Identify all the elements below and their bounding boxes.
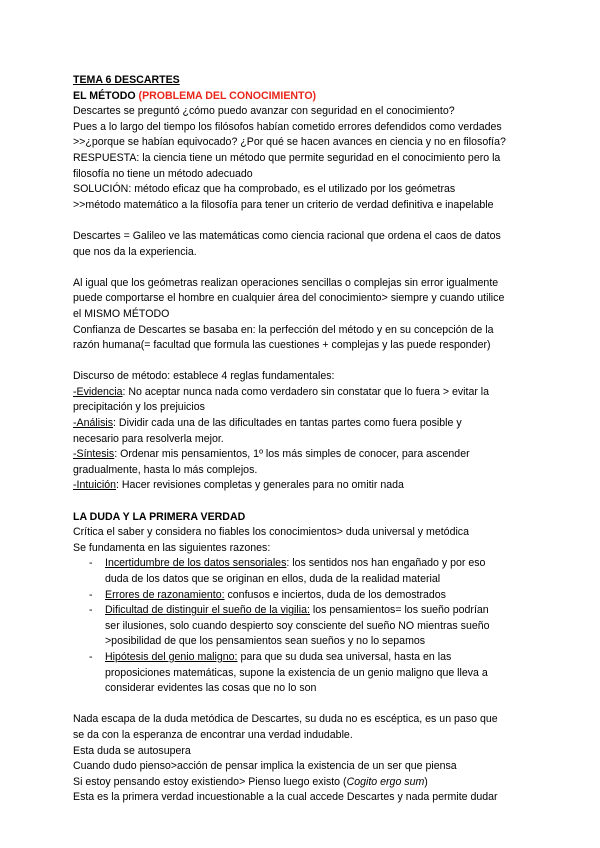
bullet-dash: - bbox=[89, 650, 93, 663]
bullet-label: Errores de razonamiento: bbox=[105, 588, 225, 601]
paragraph-line: RESPUESTA: la ciencia tiene un método que permite seguridad en el conocimiento pero la bbox=[73, 151, 501, 164]
rule-text: : Ordenar mis pensamientos, 1º los más simples de conocer, para ascender bbox=[114, 448, 470, 461]
paragraph-line: Crítica el saber y considera no fiables los conocimientos> duda universal y metódica bbox=[73, 526, 469, 539]
paragraph-line: Se fundamenta en las siguientes razones: bbox=[73, 541, 271, 554]
section-heading-metodo bbox=[73, 89, 533, 105]
rule-text: : No aceptar nunca nada como verdadero sin constatar que lo fuera > evitar la bbox=[122, 385, 490, 398]
paragraph-line: Confianza de Descartes se basaba en: la perfección del método y en su concepción de la bbox=[73, 323, 494, 336]
rule-label: -Síntesis bbox=[73, 448, 115, 461]
bullet-text: para que su duda sea universal, hasta en las bbox=[237, 650, 452, 663]
paragraph-line: >>método matemático a la filosofía para tener un criterio de verdad definitiva e inapelable bbox=[73, 198, 494, 211]
bullet-continuation: proposiciones matemáticas, supone la existencia de un genio maligno que lleva a bbox=[105, 666, 488, 679]
rules-intro: Discurso de método: establece 4 reglas fundamentales: bbox=[73, 370, 335, 383]
cogito-italic: Cogito ergo sum bbox=[346, 775, 425, 788]
paragraph-line: se da con la esperanza de encontrar una verdad indudable. bbox=[73, 728, 353, 741]
spacer bbox=[73, 260, 533, 276]
rule-label: -Análisis bbox=[73, 417, 114, 430]
rule-text: : Dividir cada una de las dificultades en tantas partes como fuera posible y bbox=[113, 417, 462, 430]
bullet-dash: - bbox=[89, 557, 93, 570]
paragraph-line: >>¿porque se habían equivocado? ¿Por qué se hacen avances en ciencia y no en filosofía? bbox=[73, 136, 506, 149]
bullet-continuation: duda de los datos que se originan en ellos, duda de la realidad material bbox=[105, 573, 441, 585]
paragraph-line: SOLUCIÓN: método eficaz que ha comprobado, es el utilizado por los geómetras bbox=[73, 183, 456, 196]
paragraph-line: Descartes = Galileo ve las matemáticas como ciencia racional que ordena el caos de datos bbox=[73, 229, 501, 242]
bullet-item bbox=[73, 556, 533, 572]
paragraph-line: Cuando dudo pienso>acción de pensar implica la existencia de un ser que piensa bbox=[73, 760, 457, 773]
paragraph-line: Al igual que los geómetras realizan operaciones sencillas o complejas sin error igualmente bbox=[73, 276, 499, 289]
cogito-prefix: Si estoy pensando estoy existiendo> Pienso luego existo ( bbox=[73, 775, 347, 788]
rule-continuation: gradualmente, hasta lo más complejos. bbox=[73, 463, 258, 476]
paragraph-line-cogito bbox=[73, 775, 533, 791]
rule-continuation: necesario para resolverla mejor. bbox=[73, 432, 224, 445]
bullet-item bbox=[73, 588, 533, 604]
bullet-continuation: ser ilusiones, solo cuando despierto soy consciente del sueño NO mientras sueño bbox=[105, 619, 490, 632]
spacer bbox=[73, 697, 533, 713]
bullet-continuation: >posibilidad de que los pensamientos sean sueños y no lo sepamos bbox=[105, 635, 426, 648]
paragraph-line: que nos da la experiencia. bbox=[73, 245, 197, 258]
bullet-label: Hipótesis del genio maligno: bbox=[105, 650, 238, 663]
spacer bbox=[73, 494, 533, 510]
bullet-label: Incertidumbre de los datos sensoriales bbox=[105, 557, 287, 570]
rule-continuation: precipitación y los prejuicios bbox=[73, 401, 205, 414]
bullet-item bbox=[73, 650, 533, 666]
spacer bbox=[73, 213, 533, 229]
rule-analisis bbox=[73, 416, 533, 432]
cogito-suffix: ) bbox=[424, 775, 428, 788]
paragraph-line: razón humana(= facultad que formula las cuestiones + complejas y las puede responder) bbox=[73, 339, 491, 352]
paragraph-line: Nada escapa de la duda metódica de Descartes, su duda no es escéptica, es un paso que bbox=[73, 713, 498, 726]
rule-sintesis bbox=[73, 447, 533, 463]
bullet-continuation: considerar evidentes las cosas que no lo son bbox=[105, 682, 317, 695]
page-title: TEMA 6 DESCARTES bbox=[73, 74, 180, 86]
section-heading-duda: LA DUDA Y LA PRIMERA VERDAD bbox=[73, 510, 246, 523]
spacer bbox=[73, 354, 533, 370]
heading-highlight: (PROBLEMA DEL CONOCIMIENTO) bbox=[138, 89, 317, 102]
bullet-dash: - bbox=[89, 604, 93, 617]
document-page bbox=[73, 73, 533, 806]
paragraph-line: Esta es la primera verdad incuestionable a la cual accede Descartes y nada permite dudar bbox=[73, 791, 498, 804]
paragraph-line: el MISMO MÉTODO bbox=[73, 307, 170, 320]
paragraph-line: puede comportarse el hombre en cualquier área del conocimiento> siempre y cuando utilice bbox=[73, 292, 505, 305]
bullet-dash: - bbox=[89, 588, 93, 601]
bullet-text: confusos e inciertos, duda de los demostrados bbox=[224, 588, 446, 601]
rule-evidencia bbox=[73, 385, 533, 401]
paragraph-line: filosofía no tiene un método adecuado bbox=[73, 167, 253, 180]
paragraph-line: Esta duda se autosupera bbox=[73, 744, 191, 757]
bullet-item bbox=[73, 603, 533, 619]
rule-text: : Hacer revisiones completas y generales para no omitir nada bbox=[116, 479, 404, 492]
rule-intuicion bbox=[73, 478, 533, 494]
bullet-text: los pensamientos= los sueño podrían bbox=[309, 604, 489, 617]
paragraph-line: Descartes se preguntó ¿cómo puedo avanzar con seguridad en el conocimiento? bbox=[73, 105, 455, 118]
heading-prefix: EL MÉTODO bbox=[73, 89, 139, 102]
rule-label: -Intuición bbox=[73, 479, 116, 492]
paragraph-line: Pues a lo largo del tiempo los filósofos habían cometido errores defendidos como verdades bbox=[73, 120, 502, 133]
bullet-label: Dificultad de distinguir el sueño de la vigilia: bbox=[105, 604, 310, 617]
rule-label: -Evidencia bbox=[73, 385, 123, 398]
bullet-text: : los sentidos nos han engañado y por eso bbox=[286, 557, 486, 570]
